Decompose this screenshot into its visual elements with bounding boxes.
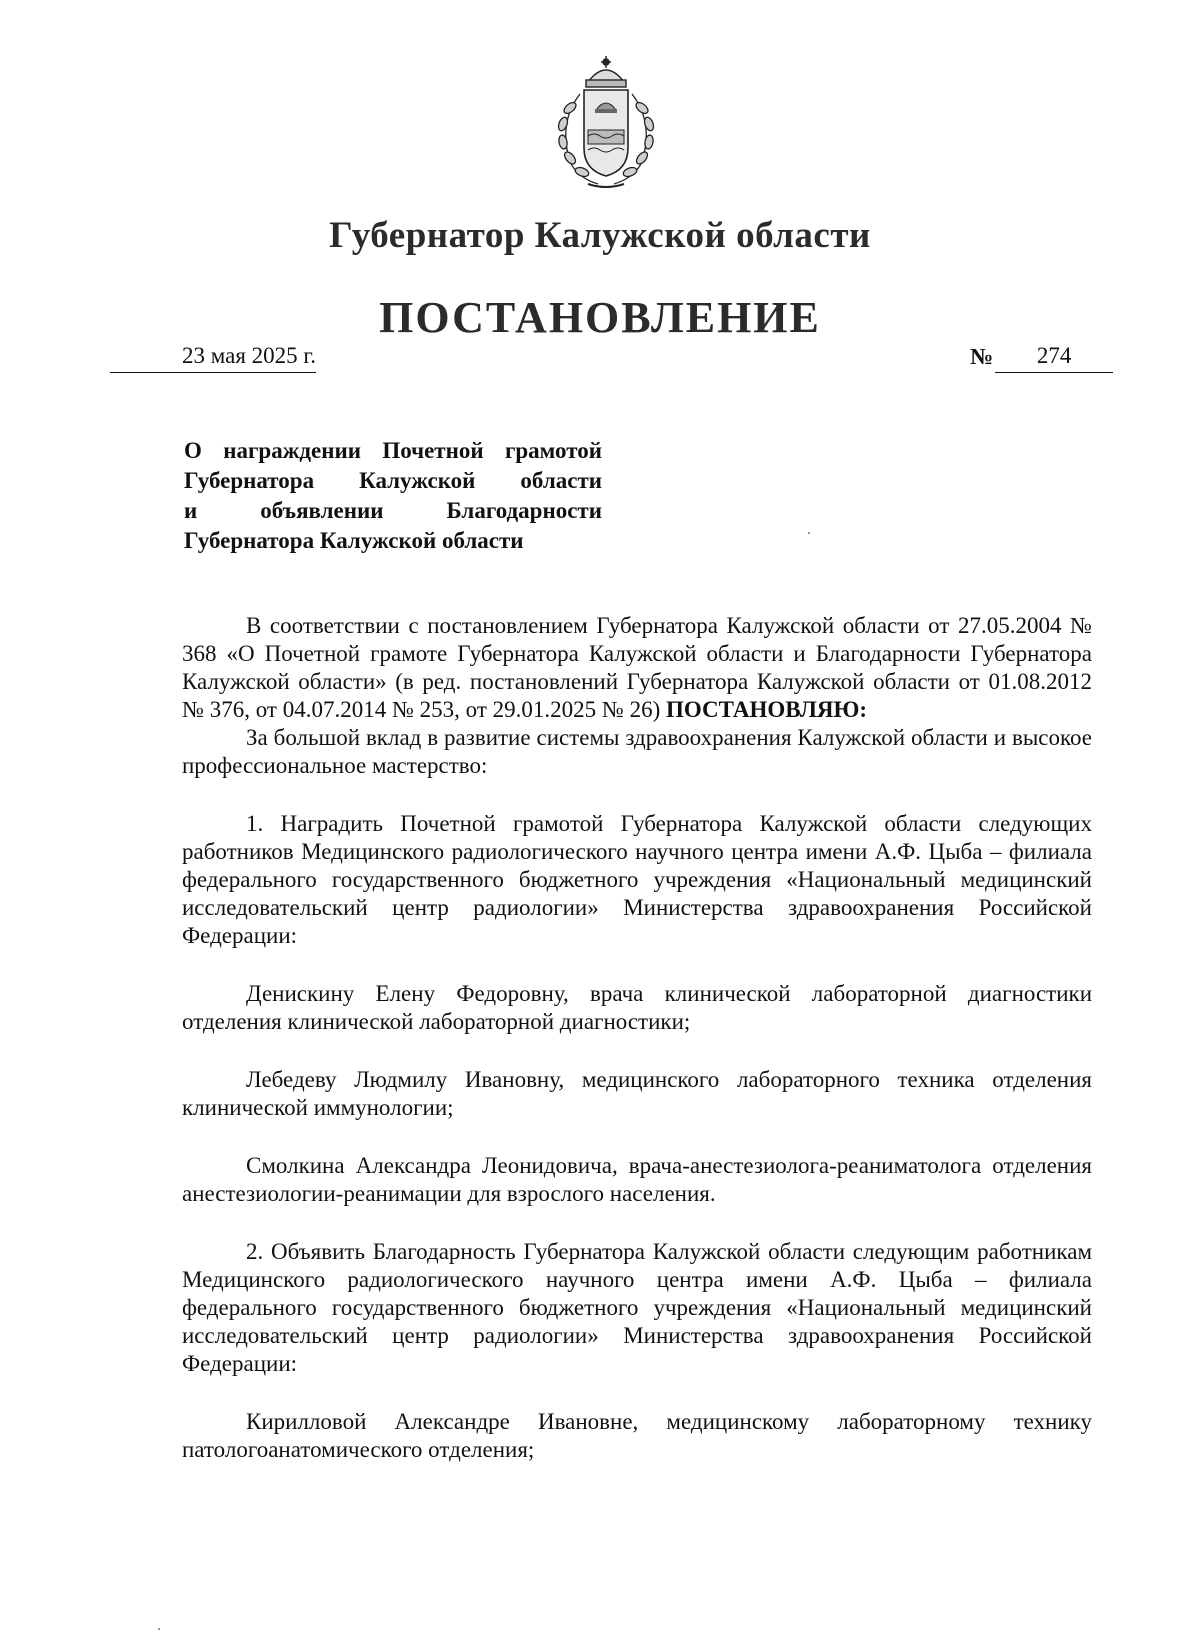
preamble-text: В соответствии с постановлением Губернатора Калужской области от 27.05.2004 № 368 «О Почетной грамоте Губернатора Калужской области и Благодарности Губернатора Калужской области» (в ред. постановлений Губернатора Калужской области от 01.08.2012 № 376, от 04.07.2014 № 253, от 29.01.2025 № 26) <box>182 613 1092 722</box>
subject-line: Губернатора Калужской области <box>184 528 524 553</box>
decree-word: ПОСТАНОВЛЯЮ: <box>666 697 868 722</box>
subject-line: О награждении Почетной грамотой <box>184 438 602 463</box>
awardee-paragraph: Кирилловой Александре Ивановне, медицинскому лабораторному технику патологоанатомического отделения; <box>182 1409 1092 1462</box>
scan-speck <box>808 532 810 534</box>
reason-paragraph: За большой вклад в развитие системы здравоохранения Калужской области и высокое профессиональное мастерство: <box>182 725 1092 778</box>
item-1-paragraph: 1. Наградить Почетной грамотой Губернатора Калужской области следующих работников Медицинского радиологического научного центра имени А.Ф. Цыба – филиала федерального государственного бюджетного учреждения «Национальный медицинский исследовательский центр радиологии» Министерства здравоохранения Российской Федерации: <box>182 811 1092 948</box>
item-2-paragraph: 2. Объявить Благодарность Губернатора Калужской области следующим работникам Медицинского радиологического научного центра имени А.Ф. Цыба – филиала федерального государственного бюджетного учреждения «Национальный медицинский исследовательский центр радиологии» Министерства здравоохранения Российской Федерации: <box>182 1239 1092 1376</box>
subject-line: Губернатора Калужской области <box>184 468 602 493</box>
awardee-paragraph: Денискину Елену Федоровну, врача клинической лабораторной диагностики отделения клинической лабораторной диагностики; <box>182 981 1092 1034</box>
awardee-paragraph: Лебедеву Людмилу Ивановну, медицинского лабораторного техника отделения клинической иммунологии; <box>182 1067 1092 1120</box>
document-body <box>182 612 1092 1464</box>
coat-of-arms-emblem <box>548 52 664 192</box>
document-number <box>970 342 1113 373</box>
scan-speck <box>158 1628 160 1630</box>
preamble-paragraph <box>182 612 1092 724</box>
date-value: 23 мая 2025 г. <box>181 343 316 368</box>
subject-line: и объявлении Благодарности <box>184 498 602 523</box>
document-subject <box>184 436 602 556</box>
number-sign: № <box>970 344 994 369</box>
document-date <box>110 342 316 373</box>
number-value: 274 <box>995 342 1113 373</box>
awardee-paragraph: Смолкина Александра Леонидовича, врача-анестезиолога-реаниматолога отделения анестезиологии-реанимации для взрослого населения. <box>182 1153 1092 1206</box>
issuing-authority: Губернатор Калужской области <box>329 215 871 256</box>
document-type-title: ПОСТАНОВЛЕНИЕ <box>379 293 821 342</box>
